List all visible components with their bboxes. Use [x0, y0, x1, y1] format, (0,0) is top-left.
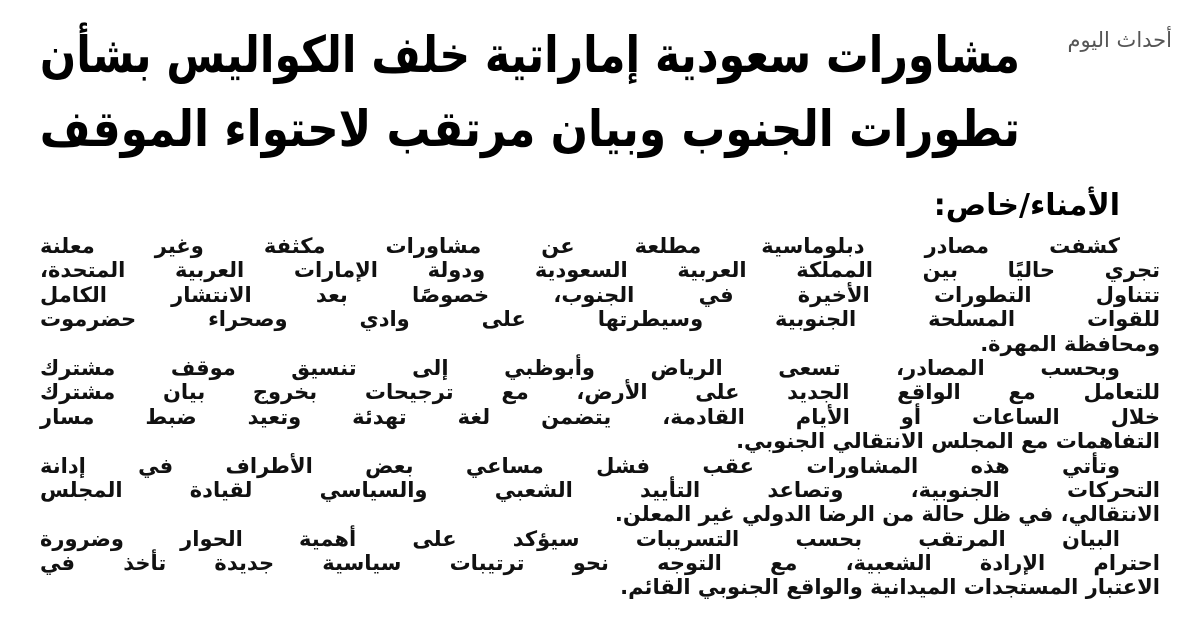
article-line: التحركات الجنوبية، وتصاعد التأييد الشعبي والسياسي لقيادة المجلس: [40, 477, 1160, 502]
byline: الأمناء/خاص:: [933, 188, 1120, 223]
article-line: كشفت مصادر دبلوماسية مطلعة عن مشاورات مكثفة وغير معلنة: [40, 234, 1120, 258]
article-line: تجري حاليًا بين المملكة العربية السعودية ودولة الإمارات العربية المتحدة،: [40, 258, 1160, 283]
article-line: للقوات المسلحة الجنوبية وسيطرتها على وادي وصحراء حضرموت: [40, 307, 1160, 332]
article-line: احترام الإرادة الشعبية، مع التوجه نحو ترتيبات سياسية جديدة تأخذ في: [40, 551, 1160, 576]
article-line: الاعتبار المستجدات الميدانية والواقع الجنوبي القائم.: [620, 575, 1160, 600]
article-line: للتعامل مع الواقع الجديد على الأرض، مع ترجيحات بخروج بيان مشترك: [40, 380, 1160, 405]
watermark: أحداث اليوم: [1067, 28, 1172, 52]
article-line: ومحافظة المهرة.: [980, 331, 1160, 356]
article-body: [40, 234, 1160, 600]
article-line: وتأتي هذه المشاورات عقب فشل مساعي بعض الأطراف في إدانة: [40, 453, 1120, 478]
headline-line-1: مشاورات سعودية إماراتية خلف الكواليس بشأن: [39, 26, 1021, 84]
article-line: وبحسب المصادر، تسعى الرياض وأبوظبي إلى تنسيق موقف مشترك: [40, 355, 1120, 380]
article-line: تتناول التطورات الأخيرة في الجنوب، خصوصًا بعد الانتشار الكامل: [40, 282, 1160, 307]
article-line: الانتقالي، في ظل حالة من الرضا الدولي غير المعلن.: [614, 502, 1160, 527]
article-line: البيان المرتقب بحسب التسريبات سيؤكد على أهمية الحوار وضرورة: [40, 526, 1120, 551]
article-line: خلال الساعات أو الأيام القادمة، يتضمن لغة تهدئة وتعيد ضبط مسار: [40, 404, 1160, 429]
article-headline: [40, 18, 1020, 166]
headline-line-2: تطورات الجنوب وبيان مرتقب لاحتواء الموقف: [39, 100, 1020, 158]
article-line: التفاهمات مع المجلس الانتقالي الجنوبي.: [736, 429, 1160, 454]
